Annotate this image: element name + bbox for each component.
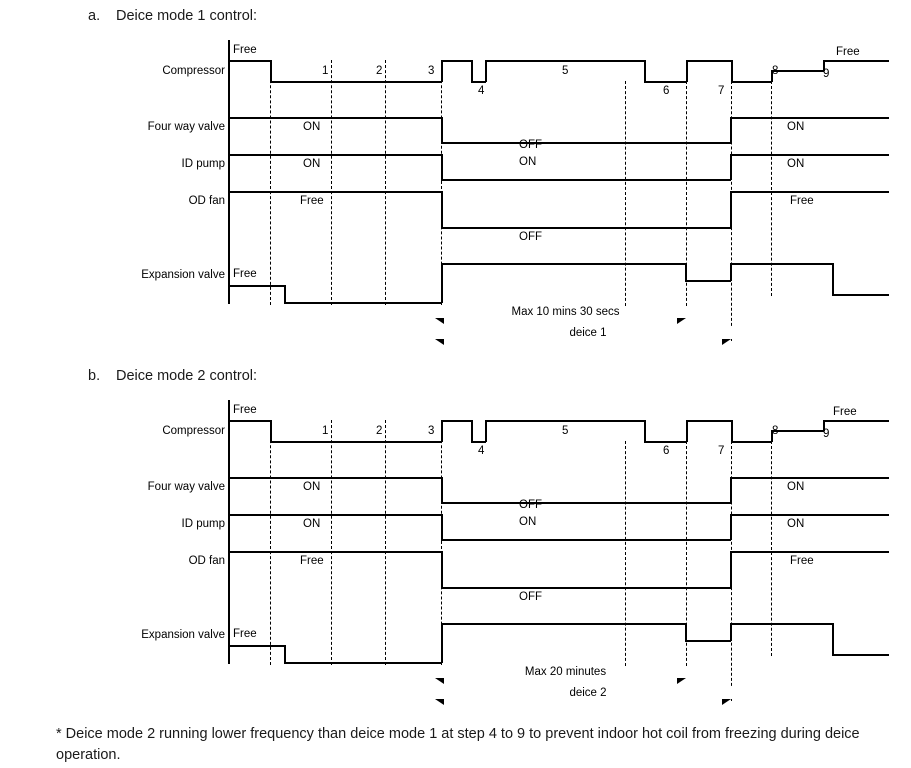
compressor2-seg-mid (270, 441, 442, 443)
expansion2-edge-2 (685, 623, 687, 641)
expansion2-seg-low-1 (284, 662, 441, 664)
compressor2-edge-5 (644, 420, 646, 442)
fourway-on-right-label: ON (787, 121, 805, 133)
odfan2-edge-1 (441, 551, 443, 588)
step-number-7: 7 (718, 85, 725, 97)
gridline-step2 (385, 60, 386, 305)
fourway-off-label: OFF (519, 139, 542, 151)
step2-number-4: 4 (478, 445, 485, 457)
row-label-id-pump: ID pump (181, 158, 225, 170)
step2-number-6: 6 (663, 445, 670, 457)
compressor-seg-step9 (771, 70, 824, 72)
section-b-label: Deice mode 2 control: (116, 368, 258, 384)
odfan2-seg-free-left (228, 551, 441, 553)
step-number-1: 1 (322, 65, 329, 77)
section-a-marker: a. (88, 8, 101, 24)
compressor2-edge-7 (731, 420, 733, 442)
step2-number-9: 9 (823, 428, 830, 440)
expansion2-seg-low-2 (832, 654, 889, 656)
compressor2-edge-3 (471, 420, 473, 442)
expansion2-edge-1 (441, 623, 443, 663)
gridline2-step0 (270, 420, 271, 665)
compressor2-seg-high-left (228, 420, 271, 422)
step-number-3: 3 (428, 65, 435, 77)
step2-number-1: 1 (322, 425, 329, 437)
idpump-on-mid-label: ON (519, 156, 537, 168)
step-number-5: 5 (562, 65, 569, 77)
odfan2-free-right-label: Free (790, 555, 814, 567)
idpump-seg-on-mid (441, 179, 731, 181)
expansion-seg-high-2 (730, 263, 833, 265)
odfan-off-label: OFF (519, 231, 542, 243)
gridline2-step5-end (625, 441, 626, 671)
expansion-seg-0 (228, 285, 285, 287)
compressor2-seg-step9 (771, 430, 824, 432)
odfan-free-right-label: Free (790, 195, 814, 207)
fourway-seg-on-right (730, 117, 889, 119)
fourway2-seg-off (441, 502, 731, 504)
fourway-edge-2 (730, 117, 732, 143)
duration-caption-deice: deice 1 (435, 327, 741, 339)
compressor2-edge-6 (686, 420, 688, 442)
step2-number-7: 7 (718, 445, 725, 457)
expansion2-free-label: Free (233, 628, 257, 640)
compressor-seg-high-left (228, 60, 271, 62)
expansion-edge-4 (832, 263, 834, 295)
row-label-compressor: Compressor (162, 65, 225, 77)
odfan-free-left-label: Free (300, 195, 324, 207)
expansion-seg-low-2 (832, 294, 889, 296)
compressor-free-left-label: Free (233, 44, 257, 56)
compressor-seg-high-right (823, 60, 889, 62)
idpump-on-right-label: ON (787, 158, 805, 170)
fourway2-seg-on-right (730, 477, 889, 479)
fourway2-seg-on-left (228, 477, 441, 479)
fourway2-on-right-label: ON (787, 481, 805, 493)
expansion2-seg-mid (685, 640, 731, 642)
fourway-seg-off (441, 142, 731, 144)
odfan2-seg-off (441, 587, 731, 589)
idpump-edge-2 (730, 154, 732, 180)
row-label-four-way-valve: Four way valve (147, 121, 225, 133)
idpump2-edge-2 (730, 514, 732, 540)
y-axis-2 (228, 400, 230, 664)
compressor-edge-3 (471, 60, 473, 82)
compressor2-seg-step6-low (644, 441, 687, 443)
compressor2-seg-step3 (441, 420, 472, 422)
gridline2-step1 (331, 420, 332, 665)
compressor-edge-5 (644, 60, 646, 82)
gridline2-step2 (385, 420, 386, 665)
section-b-marker: b. (88, 368, 101, 384)
fourway-on-left-label: ON (303, 121, 321, 133)
idpump-seg-on-left (228, 154, 441, 156)
fourway2-on-left-label: ON (303, 481, 321, 493)
expansion-seg-low-1 (284, 302, 441, 304)
row2-label-four-way-valve: Four way valve (147, 481, 225, 493)
deice-mode-2-timing-diagram (0, 360, 911, 720)
expansion2-edge-0 (284, 645, 286, 663)
compressor-edge-4 (485, 60, 487, 82)
compressor2-free-left-label: Free (233, 404, 257, 416)
gridline-step1 (331, 60, 332, 305)
compressor-seg-step3 (441, 60, 472, 62)
compressor2-seg-step4-low (471, 441, 486, 443)
step-number-9: 9 (823, 68, 830, 80)
step2-number-2: 2 (376, 425, 383, 437)
expansion-edge-1 (441, 263, 443, 303)
step2-number-5: 5 (562, 425, 569, 437)
compressor-seg-step7-high (686, 60, 732, 62)
row2-label-compressor: Compressor (162, 425, 225, 437)
duration2-caption-max-time: Max 20 minutes (435, 666, 696, 678)
expansion2-edge-4 (832, 623, 834, 655)
row-label-od-fan: OD fan (188, 195, 225, 207)
row2-label-od-fan: OD fan (188, 555, 225, 567)
fourway-seg-on-left (228, 117, 441, 119)
compressor-seg-step6-low (644, 81, 687, 83)
expansion2-seg-0 (228, 645, 285, 647)
compressor-edge-7 (731, 60, 733, 82)
compressor-edge-6 (686, 60, 688, 82)
idpump2-seg-on-left (228, 514, 441, 516)
footnote-text: * Deice mode 2 running lower frequency than deice mode 1 at step 4 to 9 to prevent indoor hot coil from freezing during deice operation. (56, 726, 860, 764)
compressor-seg-mid (270, 81, 442, 83)
compressor2-seg-step7-high (686, 420, 732, 422)
expansion2-seg-high-2 (730, 623, 833, 625)
step-number-6: 6 (663, 85, 670, 97)
odfan-seg-free-left (228, 191, 441, 193)
odfan-edge-2 (730, 191, 732, 228)
idpump2-seg-on-mid (441, 539, 731, 541)
expansion-edge-0 (284, 285, 286, 303)
section-a-label: Deice mode 1 control: (116, 8, 258, 24)
fourway2-edge-1 (441, 477, 443, 503)
deice-mode-1-timing-diagram (0, 0, 911, 360)
duration-caption-max-time: Max 10 mins 30 secs (435, 306, 696, 318)
compressor-seg-step5-high (485, 60, 645, 62)
fourway2-off-label: OFF (519, 499, 542, 511)
compressor2-seg-high-right (823, 420, 889, 422)
idpump2-on-mid-label: ON (519, 516, 537, 528)
expansion-edge-3 (730, 263, 732, 281)
duration2-caption-deice: deice 2 (435, 687, 741, 699)
odfan2-free-left-label: Free (300, 555, 324, 567)
step-number-8: 8 (772, 65, 779, 77)
step2-number-8: 8 (772, 425, 779, 437)
fourway2-edge-2 (730, 477, 732, 503)
compressor-seg-step4-low (471, 81, 486, 83)
expansion-free-label: Free (233, 268, 257, 280)
odfan2-seg-free-right (730, 551, 889, 553)
idpump2-seg-on-right (730, 514, 889, 516)
idpump-edge-1 (441, 154, 443, 180)
idpump2-on-left-label: ON (303, 518, 321, 530)
idpump2-edge-1 (441, 514, 443, 540)
y-axis (228, 40, 230, 304)
idpump-seg-on-right (730, 154, 889, 156)
compressor-free-right-label: Free (836, 46, 860, 58)
expansion2-seg-high (441, 623, 686, 625)
expansion-seg-high (441, 263, 686, 265)
idpump2-on-right-label: ON (787, 518, 805, 530)
row-label-expansion-valve: Expansion valve (141, 269, 225, 281)
odfan-seg-free-right (730, 191, 889, 193)
gridline-step0 (270, 60, 271, 305)
odfan-edge-1 (441, 191, 443, 228)
compressor2-seg-step8-low (731, 441, 772, 443)
expansion-seg-mid (685, 280, 731, 282)
compressor2-seg-step5-high (485, 420, 645, 422)
expansion-edge-2 (685, 263, 687, 281)
odfan2-edge-2 (730, 551, 732, 588)
idpump-on-left-label: ON (303, 158, 321, 170)
step-number-2: 2 (376, 65, 383, 77)
row2-label-id-pump: ID pump (181, 518, 225, 530)
expansion2-edge-3 (730, 623, 732, 641)
step2-number-3: 3 (428, 425, 435, 437)
gridline-step5-end (625, 81, 626, 311)
compressor-seg-step8-low (731, 81, 772, 83)
fourway-edge-1 (441, 117, 443, 143)
compressor2-edge-4 (485, 420, 487, 442)
odfan2-off-label: OFF (519, 591, 542, 603)
step-number-4: 4 (478, 85, 485, 97)
odfan-seg-off (441, 227, 731, 229)
row2-label-expansion-valve: Expansion valve (141, 629, 225, 641)
compressor2-free-right-label: Free (833, 406, 857, 418)
